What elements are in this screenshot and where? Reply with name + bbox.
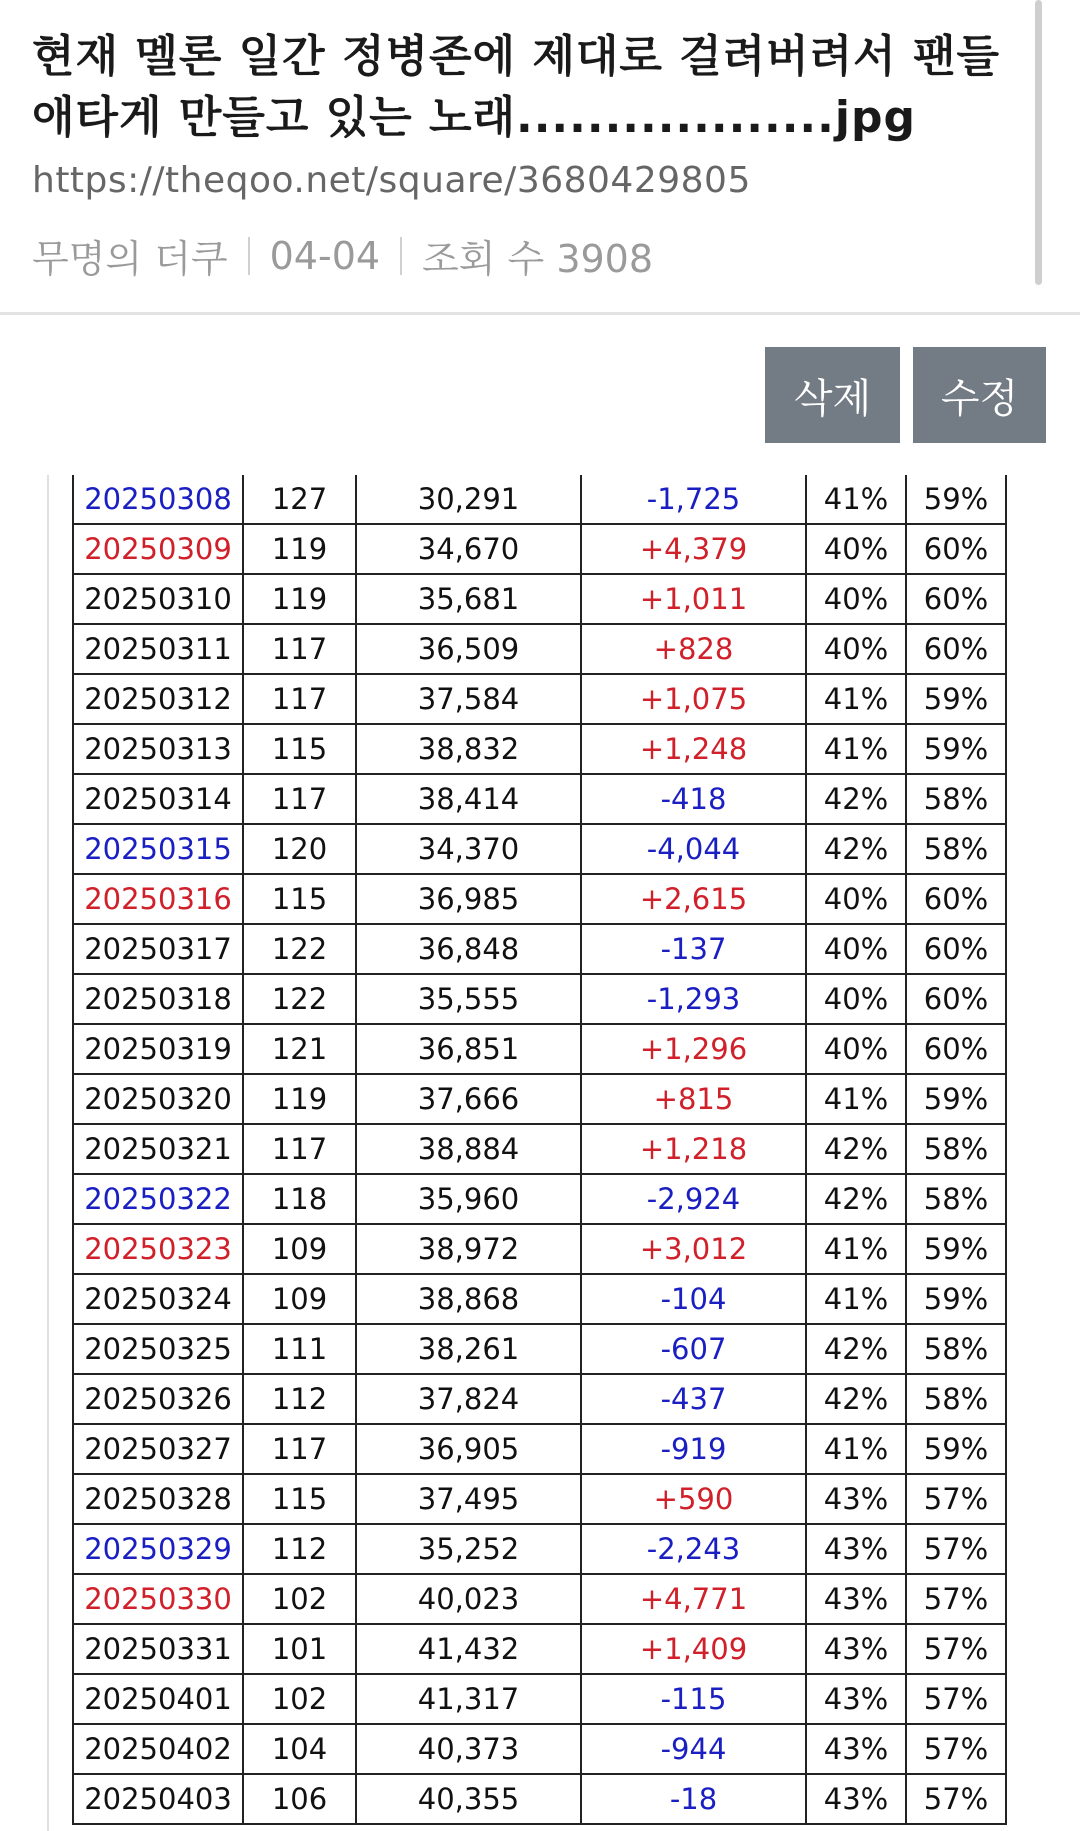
row-percent-1: 42% [806, 1174, 906, 1224]
row-percent-1: 40% [806, 624, 906, 674]
row-change: +1,075 [581, 674, 806, 724]
row-date: 20250330 [73, 1574, 243, 1624]
row-count: 30,291 [356, 475, 581, 524]
row-count: 34,370 [356, 824, 581, 874]
row-rank: 117 [243, 1424, 356, 1474]
row-count: 35,681 [356, 574, 581, 624]
row-change: -104 [581, 1274, 806, 1324]
row-percent-2: 57% [906, 1724, 1006, 1774]
row-date: 20250310 [73, 574, 243, 624]
row-percent-1: 42% [806, 1124, 906, 1174]
row-date: 20250314 [73, 774, 243, 824]
row-date: 20250311 [73, 624, 243, 674]
table-row [73, 974, 1006, 1024]
row-percent-2: 59% [906, 674, 1006, 724]
row-count: 37,495 [356, 1474, 581, 1524]
row-count: 38,261 [356, 1324, 581, 1374]
row-count: 38,868 [356, 1274, 581, 1324]
row-count: 35,252 [356, 1524, 581, 1574]
row-date: 20250320 [73, 1074, 243, 1124]
row-date: 20250325 [73, 1324, 243, 1374]
row-percent-1: 41% [806, 1424, 906, 1474]
row-date: 20250403 [73, 1774, 243, 1824]
row-date: 20250324 [73, 1274, 243, 1324]
row-count: 38,832 [356, 724, 581, 774]
row-percent-2: 60% [906, 874, 1006, 924]
table-row [73, 1174, 1006, 1224]
row-date: 20250402 [73, 1724, 243, 1774]
row-rank: 119 [243, 524, 356, 574]
row-change: -944 [581, 1724, 806, 1774]
row-percent-1: 43% [806, 1524, 906, 1574]
table-row [73, 1424, 1006, 1474]
row-change: -437 [581, 1374, 806, 1424]
row-rank: 121 [243, 1024, 356, 1074]
row-count: 40,373 [356, 1724, 581, 1774]
row-change: +815 [581, 1074, 806, 1124]
row-percent-2: 58% [906, 1324, 1006, 1374]
row-percent-1: 43% [806, 1574, 906, 1624]
table-row [73, 624, 1006, 674]
row-percent-2: 58% [906, 1374, 1006, 1424]
chart-stats-table [72, 475, 1007, 1825]
row-percent-2: 60% [906, 574, 1006, 624]
post-views: 조회 수 3908 [422, 237, 654, 281]
row-count: 41,432 [356, 1624, 581, 1674]
post-date: 04-04 [269, 233, 381, 278]
row-percent-2: 60% [906, 924, 1006, 974]
row-percent-2: 60% [906, 974, 1006, 1024]
row-count: 36,905 [356, 1424, 581, 1474]
row-percent-1: 41% [806, 1274, 906, 1324]
row-date: 20250326 [73, 1374, 243, 1424]
row-percent-2: 59% [906, 1424, 1006, 1474]
row-percent-1: 42% [806, 1374, 906, 1424]
row-percent-1: 41% [806, 1224, 906, 1274]
row-count: 37,584 [356, 674, 581, 724]
table-row [73, 674, 1006, 724]
meta-divider [248, 237, 250, 275]
edit-button[interactable]: 수정 [913, 347, 1046, 443]
row-rank: 102 [243, 1674, 356, 1724]
row-date: 20250315 [73, 824, 243, 874]
row-rank: 106 [243, 1774, 356, 1824]
row-percent-1: 42% [806, 1324, 906, 1374]
row-count: 37,666 [356, 1074, 581, 1124]
row-count: 36,509 [356, 624, 581, 674]
row-change: +1,011 [581, 574, 806, 624]
row-percent-1: 40% [806, 924, 906, 974]
row-count: 35,960 [356, 1174, 581, 1224]
row-change: -1,293 [581, 974, 806, 1024]
table-row [73, 774, 1006, 824]
header-scrollbar[interactable] [1035, 0, 1042, 285]
row-percent-1: 42% [806, 824, 906, 874]
row-percent-2: 57% [906, 1624, 1006, 1674]
row-count: 36,985 [356, 874, 581, 924]
row-change: +1,218 [581, 1124, 806, 1174]
row-percent-1: 43% [806, 1674, 906, 1724]
row-percent-1: 43% [806, 1724, 906, 1774]
row-percent-2: 59% [906, 724, 1006, 774]
row-percent-1: 43% [806, 1774, 906, 1824]
row-rank: 109 [243, 1274, 356, 1324]
row-date: 20250308 [73, 475, 243, 524]
row-rank: 119 [243, 574, 356, 624]
row-date: 20250319 [73, 1024, 243, 1074]
row-change: +1,248 [581, 724, 806, 774]
row-rank: 118 [243, 1174, 356, 1224]
row-change: -2,924 [581, 1174, 806, 1224]
row-count: 34,670 [356, 524, 581, 574]
table-row [73, 1724, 1006, 1774]
row-change: +590 [581, 1474, 806, 1524]
table-row [73, 1374, 1006, 1424]
row-change: -418 [581, 774, 806, 824]
row-rank: 115 [243, 1474, 356, 1524]
row-count: 38,414 [356, 774, 581, 824]
row-percent-2: 60% [906, 624, 1006, 674]
row-date: 20250401 [73, 1674, 243, 1724]
row-date: 20250331 [73, 1624, 243, 1674]
row-date: 20250309 [73, 524, 243, 574]
row-rank: 127 [243, 475, 356, 524]
row-percent-2: 58% [906, 774, 1006, 824]
row-date: 20250328 [73, 1474, 243, 1524]
row-percent-2: 59% [906, 475, 1006, 524]
row-change: -4,044 [581, 824, 806, 874]
post-meta [32, 228, 653, 283]
row-rank: 115 [243, 724, 356, 774]
row-count: 40,023 [356, 1574, 581, 1624]
row-rank: 102 [243, 1574, 356, 1624]
row-count: 36,848 [356, 924, 581, 974]
row-change: +1,409 [581, 1624, 806, 1674]
row-date: 20250318 [73, 974, 243, 1024]
row-percent-1: 40% [806, 874, 906, 924]
post-title: 현재 멜론 일간 정병존에 제대로 걸려버려서 팬들 애타게 만들고 있는 노래..................jpg [32, 31, 1000, 143]
row-count: 37,824 [356, 1374, 581, 1424]
row-percent-1: 43% [806, 1474, 906, 1524]
row-date: 20250327 [73, 1424, 243, 1474]
table-row [73, 1524, 1006, 1574]
row-percent-1: 41% [806, 724, 906, 774]
table-row [73, 1024, 1006, 1074]
table-row [73, 475, 1006, 524]
row-percent-2: 57% [906, 1524, 1006, 1574]
post-header [0, 0, 1080, 314]
table-row [73, 1574, 1006, 1624]
row-percent-1: 40% [806, 574, 906, 624]
row-count: 38,884 [356, 1124, 581, 1174]
row-percent-2: 57% [906, 1674, 1006, 1724]
row-change: +2,615 [581, 874, 806, 924]
row-percent-1: 40% [806, 1024, 906, 1074]
row-rank: 117 [243, 674, 356, 724]
row-count: 35,555 [356, 974, 581, 1024]
row-rank: 122 [243, 924, 356, 974]
row-date: 20250316 [73, 874, 243, 924]
table-row [73, 1474, 1006, 1524]
row-change: +1,296 [581, 1024, 806, 1074]
delete-button[interactable]: 삭제 [765, 347, 900, 443]
row-percent-2: 57% [906, 1574, 1006, 1624]
row-date: 20250321 [73, 1124, 243, 1174]
table-row [73, 1674, 1006, 1724]
row-rank: 117 [243, 1124, 356, 1174]
row-change: -607 [581, 1324, 806, 1374]
row-change: +3,012 [581, 1224, 806, 1274]
row-rank: 115 [243, 874, 356, 924]
row-percent-1: 40% [806, 524, 906, 574]
row-percent-2: 59% [906, 1224, 1006, 1274]
row-percent-2: 60% [906, 524, 1006, 574]
row-percent-1: 41% [806, 674, 906, 724]
row-date: 20250323 [73, 1224, 243, 1274]
row-date: 20250322 [73, 1174, 243, 1224]
row-change: -18 [581, 1774, 806, 1824]
row-percent-2: 59% [906, 1274, 1006, 1324]
row-rank: 119 [243, 1074, 356, 1124]
row-percent-2: 58% [906, 1174, 1006, 1224]
table-row [73, 1274, 1006, 1324]
row-percent-1: 42% [806, 774, 906, 824]
row-percent-2: 58% [906, 1124, 1006, 1174]
row-change: -2,243 [581, 1524, 806, 1574]
row-change: +4,771 [581, 1574, 806, 1624]
row-date: 20250313 [73, 724, 243, 774]
table-row [73, 1124, 1006, 1174]
table-row [73, 574, 1006, 624]
row-percent-2: 58% [906, 824, 1006, 874]
row-percent-2: 57% [906, 1474, 1006, 1524]
row-percent-1: 41% [806, 1074, 906, 1124]
meta-divider [400, 237, 402, 275]
row-count: 38,972 [356, 1224, 581, 1274]
row-percent-1: 40% [806, 974, 906, 1024]
row-rank: 117 [243, 624, 356, 674]
table-row [73, 1324, 1006, 1374]
row-count: 41,317 [356, 1674, 581, 1724]
post-author[interactable]: 무명의 더쿠 [32, 237, 228, 281]
row-rank: 112 [243, 1374, 356, 1424]
row-date: 20250312 [73, 674, 243, 724]
row-percent-1: 41% [806, 475, 906, 524]
table-row [73, 724, 1006, 774]
table-row [73, 1624, 1006, 1674]
table-row [73, 874, 1006, 924]
row-change: -1,725 [581, 475, 806, 524]
row-change: -137 [581, 924, 806, 974]
row-percent-2: 59% [906, 1074, 1006, 1124]
post-url[interactable]: https://theqoo.net/square/3680429805 [32, 160, 751, 201]
table-row [73, 1224, 1006, 1274]
row-change: +4,379 [581, 524, 806, 574]
row-rank: 117 [243, 774, 356, 824]
row-rank: 112 [243, 1524, 356, 1574]
row-change: +828 [581, 624, 806, 674]
row-count: 40,355 [356, 1774, 581, 1824]
row-change: -919 [581, 1424, 806, 1474]
row-date: 20250317 [73, 924, 243, 974]
row-rank: 104 [243, 1724, 356, 1774]
table-row [73, 1074, 1006, 1124]
row-rank: 109 [243, 1224, 356, 1274]
row-rank: 111 [243, 1324, 356, 1374]
header-divider [0, 312, 1080, 315]
row-percent-2: 60% [906, 1024, 1006, 1074]
row-count: 36,851 [356, 1024, 581, 1074]
table-row [73, 824, 1006, 874]
table-row [73, 924, 1006, 974]
row-percent-2: 57% [906, 1774, 1006, 1824]
row-change: -115 [581, 1674, 806, 1724]
row-percent-1: 43% [806, 1624, 906, 1674]
row-date: 20250329 [73, 1524, 243, 1574]
table-row [73, 1774, 1006, 1824]
table-row [73, 524, 1006, 574]
row-rank: 120 [243, 824, 356, 874]
content-left-border [47, 475, 49, 1831]
row-rank: 122 [243, 974, 356, 1024]
row-rank: 101 [243, 1624, 356, 1674]
